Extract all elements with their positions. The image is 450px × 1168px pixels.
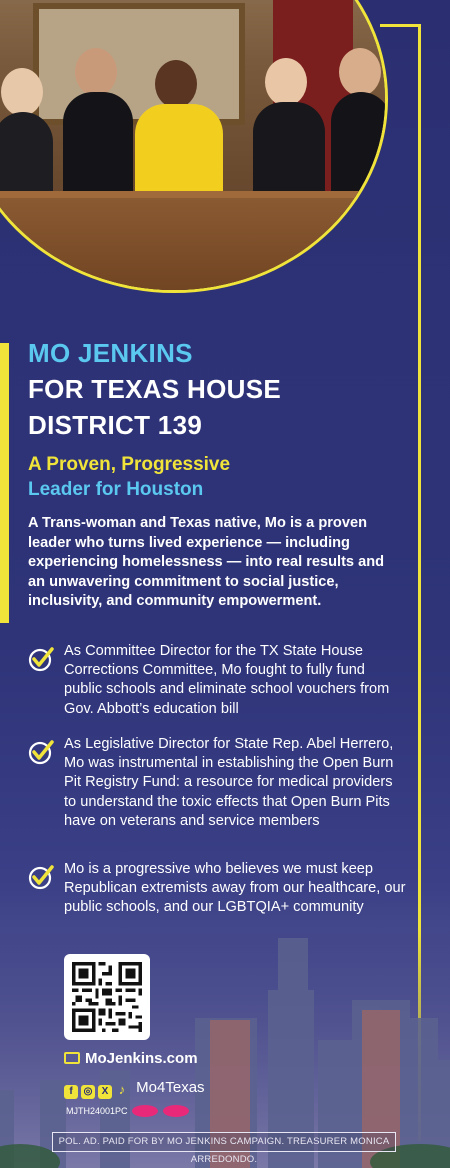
tagline-line-1: A Proven, Progressive [28,454,231,475]
print-code: MJTH24001PC [66,1106,128,1116]
candidate-name: MO JENKINS [28,338,193,368]
accent-bar [0,343,9,623]
frame-line-top [380,24,421,27]
monitor-icon [64,1052,80,1064]
instagram-icon[interactable]: ◎ [81,1085,95,1099]
website-text: MoJenkins.com [85,1050,198,1067]
checkmark-icon [28,646,54,672]
office-line-2: DISTRICT 139 [28,410,203,440]
accomplishment-text: Mo is a progressive who believes we must keep Republican extremists away from our healthcare, our public schools, and our LGBTQIA+ community [64,861,406,916]
accomplishment-text: As Committee Director for the TX State House Corrections Committee, Mo fought to fully fund public schools and eliminate school vouchers from Gov. Abbott’s education bill [64,643,390,717]
intro-paragraph: A Trans-woman and Texas native, Mo is a proven leader who turns lived experience — including experiencing homelessness — into real results and an unwavering commitment to social justice, inclusivity, and community empowerment. [28,515,385,609]
facebook-icon[interactable]: f [64,1085,78,1099]
website-link[interactable] [64,1050,198,1067]
social-handle: Mo4Texas [136,1079,205,1096]
qr-code[interactable] [64,954,150,1040]
lips-icon [132,1105,158,1117]
lips-icon [163,1105,189,1117]
social-links [64,1079,205,1099]
paid-for-disclaimer: POL. AD. PAID FOR BY MO JENKINS CAMPAIGN. TREASURER MONICA ARREDONDO. [52,1132,396,1152]
checkmark-icon [28,739,54,765]
tagline-line-2: Leader for Houston [28,479,204,500]
group-photo [0,0,388,293]
checkmark-icon [28,864,54,890]
accomplishment-text: As Legislative Director for State Rep. Abel Herrero, Mo was instrumental in establishing the Open Burn Pit Registry Fund: a resource for medical providers to understand the toxic effects that Open Burn Pits have on veterans and service members [64,736,394,829]
tiktok-icon[interactable]: ♪ [118,1082,126,1097]
qr-code-pattern [72,962,142,1032]
x-icon[interactable]: X [98,1085,112,1099]
office-line-1: FOR TEXAS HOUSE [28,374,281,404]
